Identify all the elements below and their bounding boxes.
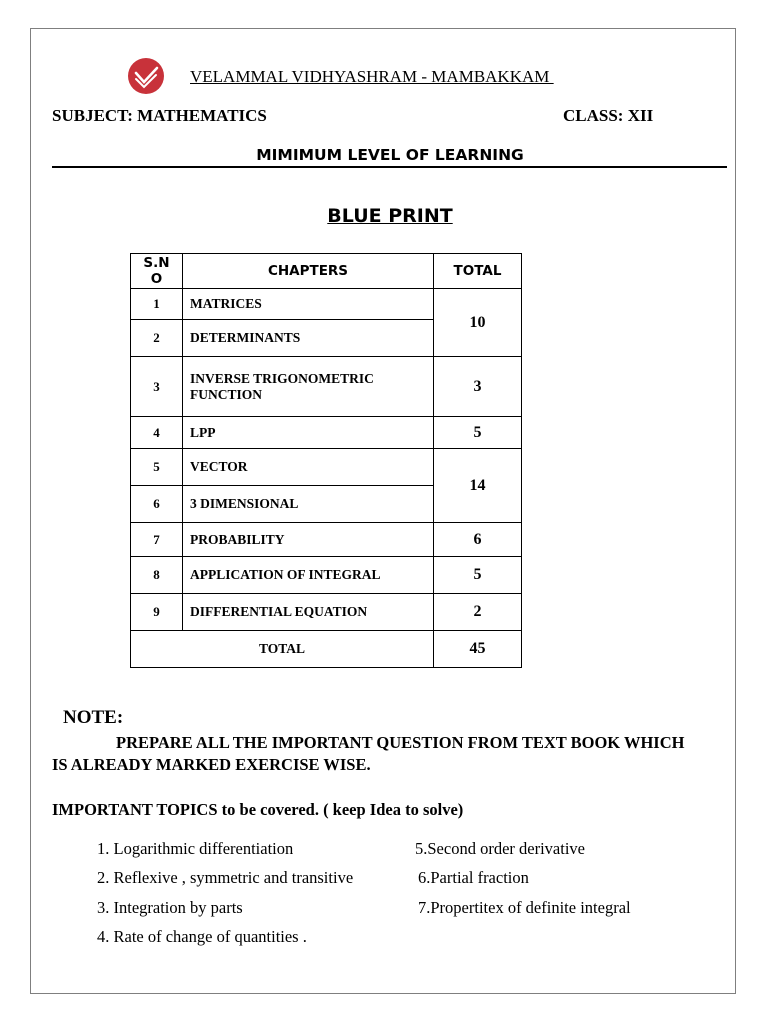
sno-cell: 7 (131, 523, 183, 557)
sno-cell: 4 (131, 417, 183, 449)
blueprint-table (130, 253, 522, 668)
table-row (131, 594, 522, 631)
total-cell: 5 (434, 557, 522, 594)
blueprint-title: BLUE PRINT (327, 205, 453, 227)
topic-item: 6.Partial fraction (418, 868, 529, 887)
chapter-cell: APPLICATION OF INTEGRAL (183, 557, 434, 594)
total-cell: 14 (434, 449, 522, 523)
table-row (131, 289, 522, 320)
topic-item: 3. Integration by parts (97, 898, 243, 917)
chapter-cell: VECTOR (183, 449, 434, 486)
table-row (131, 523, 522, 557)
total-cell: 6 (434, 523, 522, 557)
total-header: TOTAL (434, 254, 522, 289)
chapter-cell: 3 DIMENSIONAL (183, 486, 434, 523)
table-total-row (131, 631, 522, 668)
total-cell: 5 (434, 417, 522, 449)
total-cell: 2 (434, 594, 522, 631)
table-row (131, 557, 522, 594)
chapter-cell: MATRICES (183, 289, 434, 320)
sno-header-line2: O (150, 271, 163, 287)
chapter-cell: DETERMINANTS (183, 320, 434, 357)
topic-item: 7.Propertitex of definite integral (418, 898, 631, 917)
sno-header (131, 254, 183, 289)
grand-total-cell: 45 (434, 631, 522, 668)
total-cell: 10 (434, 289, 522, 357)
total-label-cell: TOTAL (131, 631, 434, 668)
total-cell: 3 (434, 357, 522, 417)
note-label: NOTE: (63, 707, 124, 728)
note-text: PREPARE ALL THE IMPORTANT QUESTION FROM TEXT BOOK WHICH IS ALREADY MARKED EXERCISE WISE. (52, 733, 685, 774)
header-divider (52, 166, 727, 168)
topic-item: 4. Rate of change of quantities . (97, 927, 307, 946)
topics-heading: IMPORTANT TOPICS to be covered. ( keep Idea to solve) (52, 800, 464, 819)
school-name: VELAMMAL VIDHYASHRAM - MAMBAKKAM (190, 67, 554, 86)
chapter-cell: INVERSE TRIGONOMETRIC FUNCTION (183, 357, 434, 417)
subject-label: SUBJECT: MATHEMATICS (52, 106, 267, 125)
table-row (131, 449, 522, 486)
sno-cell: 2 (131, 320, 183, 357)
sno-header-line1: S.N (143, 255, 170, 271)
topic-item: 1. Logarithmic differentiation (97, 839, 294, 858)
school-logo (128, 58, 164, 94)
chapter-cell: PROBABILITY (183, 523, 434, 557)
chapter-cell: LPP (183, 417, 434, 449)
topic-item: 2. Reflexive , symmetric and transitive (97, 868, 354, 887)
class-label: CLASS: XII (563, 106, 654, 125)
table-header-row (131, 254, 522, 289)
sno-cell: 8 (131, 557, 183, 594)
chapter-cell: DIFFERENTIAL EQUATION (183, 594, 434, 631)
sno-cell: 3 (131, 357, 183, 417)
table-row (131, 357, 522, 417)
sno-cell: 5 (131, 449, 183, 486)
table-row (131, 417, 522, 449)
sno-cell: 1 (131, 289, 183, 320)
chapters-header: CHAPTERS (183, 254, 434, 289)
topic-item: 5.Second order derivative (415, 839, 585, 858)
sno-cell: 9 (131, 594, 183, 631)
min-level-title: MIMIMUM LEVEL OF LEARNING (256, 146, 524, 164)
sno-cell: 6 (131, 486, 183, 523)
